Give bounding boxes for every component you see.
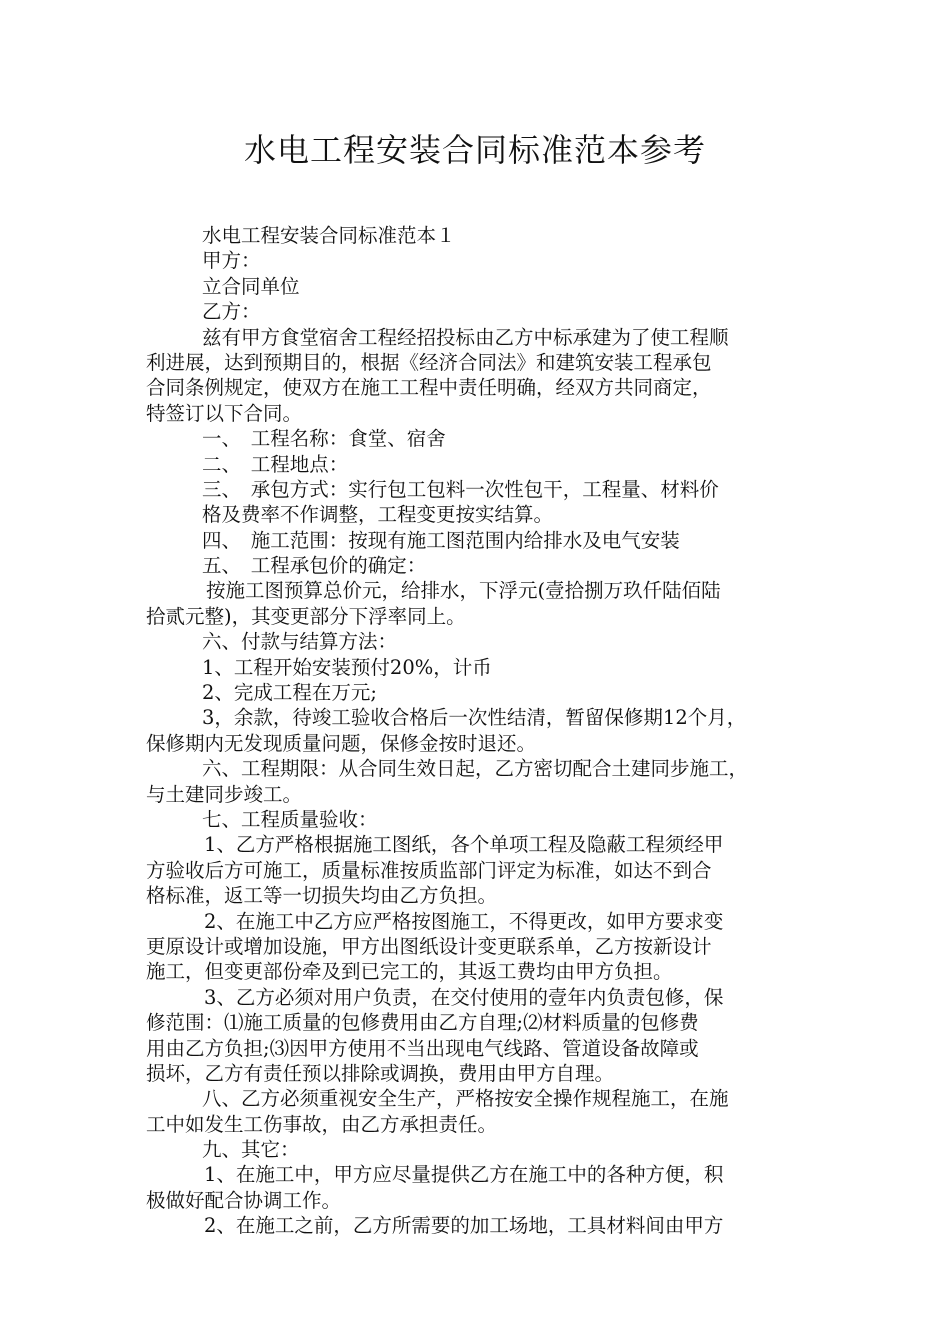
text-line: 兹有甲方食堂宿舍工程经招投标由乙方中标承建为了使工程顺: [202, 325, 729, 349]
text-line: 修范围：⑴施工质量的包修费用由乙方自理;⑵材料质量的包修费: [146, 1011, 699, 1035]
text-line: 一、 工程名称：食堂、宿舍: [202, 427, 446, 451]
text-line: 三、 承包方式：实行包工包料一次性包干，工程量、材料价: [202, 477, 719, 501]
text-line: 甲方：: [202, 249, 261, 273]
text-line: 施工，但变更部份牵及到已完工的，其返工费均由甲方负担。: [146, 960, 673, 984]
text-line: 拾贰元整)，其变更部分下浮率同上。: [146, 604, 466, 628]
text-line: 3、乙方必须对用户负责，在交付使用的壹年内负责包修，保: [204, 985, 724, 1009]
text-line: 七、工程质量验收：: [202, 807, 378, 831]
text-line: 格及费率不作调整，工程变更按实结算。: [202, 503, 554, 527]
text-line: 3，余款，待竣工验收合格后一次性结清，暂留保修期12个月，: [202, 706, 747, 730]
text-line: 与土建同步竣工。: [146, 782, 303, 806]
text-line: 2、在施工中乙方应严格按图施工，不得更改，如甲方要求变: [204, 909, 724, 933]
text-line: 方验收后方可施工，质量标准按质监部门评定为标准，如达不到合: [146, 858, 712, 882]
text-line: 按施工图预算总价元，给排水，下浮元(壹拾捌万玖仟陆佰陆: [206, 579, 721, 603]
text-line: 用由乙方负担;⑶因甲方使用不当出现电气线路、管道设备故障或: [146, 1036, 699, 1060]
text-line: 合同条例规定，使双方在施工工程中责任明确，经双方共同商定，: [146, 376, 712, 400]
text-line: 格标准，返工等一切损失均由乙方负担。: [146, 884, 498, 908]
text-line: 二、 工程地点：: [202, 452, 349, 476]
text-line: 极做好配合协调工作。: [146, 1188, 342, 1212]
text-line: 水电工程安装合同标准范本１: [202, 224, 456, 247]
document-title: 水电工程安装合同标准范本参考: [243, 131, 706, 169]
text-line: 1、乙方严格根据施工图纸，各个单项工程及隐蔽工程须经甲: [204, 833, 724, 857]
text-line: 立合同单位: [202, 274, 300, 298]
text-line: 六、付款与结算方法：: [202, 630, 398, 654]
text-line: 保修期内无发现质量问题，保修金按时退还。: [146, 731, 537, 755]
text-line: 2、完成工程在万元;: [202, 681, 377, 705]
document-body: [146, 223, 812, 1239]
text-line: 利进展，达到预期目的，根据《经济合同法》和建筑安装工程承包: [146, 350, 712, 374]
text-line: 特签订以下合同。: [146, 401, 303, 425]
text-line: 八、乙方必须重视安全生产，严格按安全操作规程施工，在施: [202, 1087, 729, 1111]
text-line: 2、在施工之前，乙方所需要的加工场地，工具材料间由甲方: [204, 1214, 724, 1238]
text-line: 九、其它：: [202, 1138, 300, 1162]
text-line: 五、 工程承包价的确定：: [202, 554, 427, 578]
text-line: 六、工程期限：从合同生效日起，乙方密切配合土建同步施工，: [202, 757, 749, 781]
text-line: 损坏，乙方有责任预以排除或调换，费用由甲方自理。: [146, 1061, 615, 1085]
text-line: 乙方：: [202, 300, 261, 324]
text-line: 1、工程开始安装预付20%，计币: [202, 655, 492, 679]
text-line: 四、 施工范围：按现有施工图范围内给排水及电气安装: [202, 528, 680, 552]
text-line: 1、在施工中，甲方应尽量提供乙方在施工中的各种方便，积: [204, 1163, 724, 1187]
text-line: 更原设计或增加设施，甲方出图纸设计变更联系单，乙方按新设计: [146, 934, 712, 958]
text-line: 工中如发生工伤事故，由乙方承担责任。: [146, 1112, 498, 1136]
